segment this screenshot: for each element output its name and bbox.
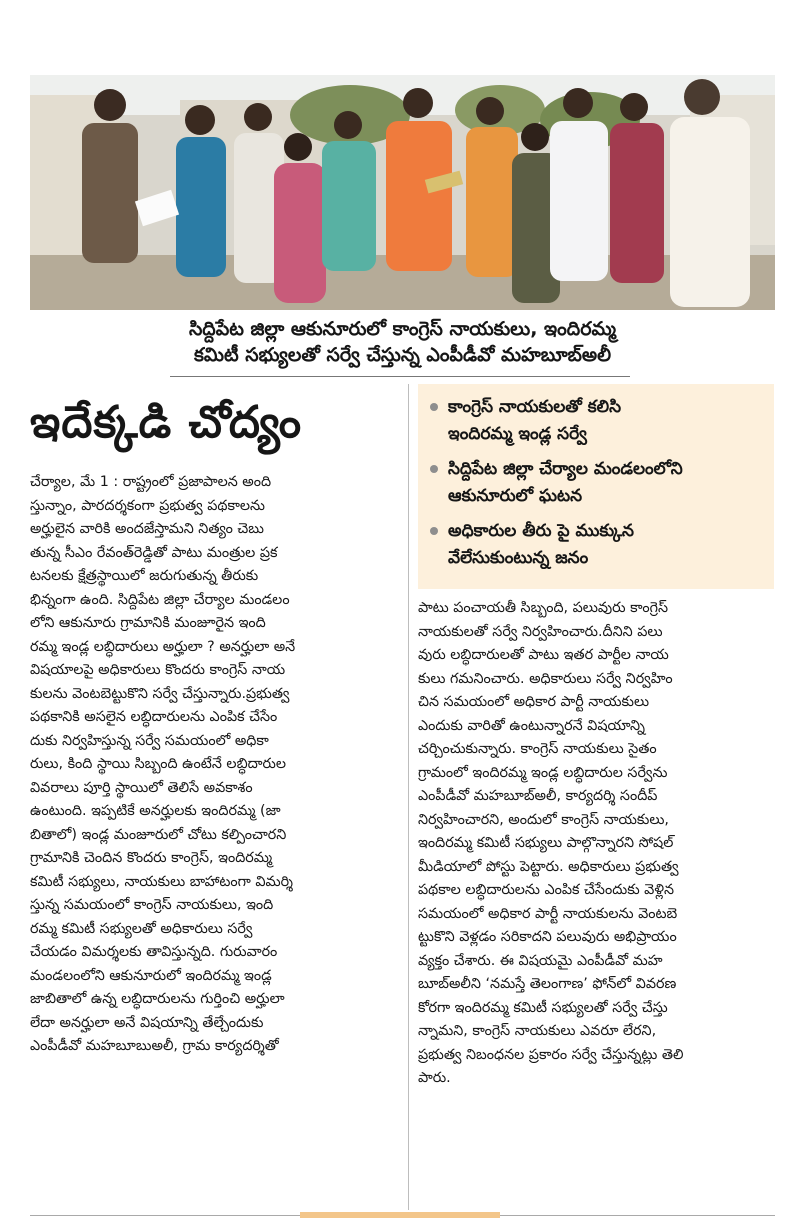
caption-line: సిద్దిపేట జిల్లా ఆకునూరులో కాంగ్రెస్ నాయకులు, ఇందిరమ్మ xyxy=(188,318,617,340)
body-line: చేయడం విమర్శలకు తావిస్తున్నది. గురువారం xyxy=(30,944,278,960)
highlight-line: సిద్దిపేట జిల్లా చేర్యాల మండలంలోని xyxy=(448,459,683,479)
body-line: విషయాలపై అధికారులు కొందరు కాంగ్రెస్ నాయ xyxy=(30,662,286,678)
body-line: ఎందుకు వారితో ఉంటున్నారనే విషయాన్ని xyxy=(418,717,645,734)
caption-line: కమిటీ సభ్యులతో సర్వే చేస్తున్న ఎంపీడీవో మహబూబ్‌అలీ xyxy=(193,344,612,366)
body-line: ఇందిరమ్మ కమిటీ సభ్యులు పాల్గొన్నారని సోషల్ xyxy=(418,835,674,851)
article-body-right xyxy=(418,597,788,1091)
body-line: న్నామని, కాంగ్రెస్ నాయకులు ఎవరూ లేరని, xyxy=(418,1023,657,1039)
body-line: స్తున్నాం, పారదర్శకంగా ప్రభుత్వ పథకాలను xyxy=(30,497,265,514)
highlight-line: ఇందిరమ్మ ఇండ్ల సర్వే xyxy=(448,424,587,444)
bullet-icon xyxy=(430,403,438,411)
body-line: వ్యక్తం చేశారు. ఈ విషయమై ఎంపీడీవో మహ xyxy=(418,952,663,969)
body-line: కులను వెంటబెట్టుకొని సర్వే చేస్తున్నారు.ప్రభుత్వ xyxy=(30,685,290,702)
article-body-left xyxy=(30,471,400,1059)
body-line: నిర్వహించారని, అందులో కాంగ్రెస్ నాయకులు, xyxy=(418,811,669,828)
highlight-item xyxy=(428,394,764,448)
survey-group-photo xyxy=(30,75,775,310)
body-line: చర్చించుకున్నారు. కాంగ్రెస్ నాయకులు సైతం xyxy=(418,741,657,757)
body-line: నాయకులతో సర్వే నిర్వహించారు.దీనిని పలు xyxy=(418,623,663,640)
body-line: కులు గమనించారు. అధికారులు సర్వే నిర్వహిం xyxy=(418,670,673,687)
body-line: దుకు నిర్వహిస్తున్న సర్వే సమయంలో అధికా xyxy=(30,732,269,749)
news-photo xyxy=(30,75,775,310)
body-line: చేర్యాల, మే 1 : రాష్ట్రంలో ప్రజాపాలన అంది xyxy=(30,474,272,490)
highlight-line: వేలేసుకుంటున్న జనం xyxy=(448,548,589,568)
footer-accent xyxy=(300,1212,500,1218)
body-line: చిన సమయంలో అధికార పార్టీ నాయకులు xyxy=(418,694,650,710)
body-line: ఎంపీడీవో మహబూబ్‌అలీ, కార్యదర్శి సందీప్ xyxy=(418,788,658,804)
body-line: గ్రామానికి చెందిన కొందరు కాంగ్రెస్, ఇందిరమ్మ xyxy=(30,850,273,866)
body-line: రమ్మ కమిటీ సభ్యులతో అధికారులు సర్వే xyxy=(30,920,253,937)
column-divider xyxy=(408,384,409,1210)
body-line: వురు లబ్ధిదారులతో పాటు ఇతర పార్టీల నాయ xyxy=(418,647,669,663)
body-line: ట్టుకొని వెళ్లడం సరికాదని పలువురు అభిప్రాయం xyxy=(418,929,677,945)
body-line: లేదా అనర్హులా అనే విషయాన్ని తేల్చేందుకు xyxy=(30,1014,264,1031)
body-line: ప్రభుత్వ నిబంధనల ప్రకారం సర్వే చేస్తున్నట్లు తెలి xyxy=(418,1046,684,1063)
body-line: పాటు పంచాయతీ సిబ్బంది, పలువురు కాంగ్రెస్ xyxy=(418,600,668,616)
photo-caption xyxy=(30,316,775,368)
body-line: పారు. xyxy=(418,1070,451,1086)
caption-divider xyxy=(170,376,630,377)
bullet-icon xyxy=(430,465,438,473)
highlight-item xyxy=(428,456,764,510)
body-line: రులు, కింది స్థాయి సిబ్బంది ఉంటేనే లబ్ధిదారుల xyxy=(30,756,287,772)
body-line: మీడియాలో పోస్టు పెట్టారు. అధికారులు ప్రభుత్వ xyxy=(418,858,679,875)
body-line: పథకాల లబ్ధిదారులను ఎంపిక చేసేందుకు వెళ్లిన xyxy=(418,882,675,898)
body-line: పథకానికి అసలైన లబ్ధిదారులను ఎంపిక చేసేం xyxy=(30,709,278,725)
body-line: టనలకు క్షేత్రస్థాయిలో జరుగుతున్న తీరుకు xyxy=(30,568,259,584)
body-line: తున్న సీఎం రేవంత్‌రెడ్డితో పాటు మంత్రుల ప్రక xyxy=(30,544,278,561)
highlight-line: అధికారుల తీరు పై ముక్కున xyxy=(448,521,634,541)
body-line: వివరాలు పూర్తి స్థాయిలో తెలిసే అవకాశం xyxy=(30,779,253,796)
body-line: ఉంటుంది. ఇప్పటికే అనర్హులకు ఇందిరమ్మ (జా xyxy=(30,803,281,819)
body-line: సమయంలో అధికార పార్టీ నాయకులను వెంటబె xyxy=(418,905,678,922)
body-line: బూబ్‌అలీని ‘నమస్తే తెలంగాణ’ ఫోన్‌లో వివరణ xyxy=(418,976,677,992)
body-line: మండలంలోని ఆకునూరులో ఇందిరమ్మ ఇండ్ల xyxy=(30,967,272,984)
body-line: లోని ఆకునూరు గ్రామానికి మంజూరైన ఇంది xyxy=(30,615,266,631)
body-line: అర్హులైన వారికి అందజేస్తామని నిత్యం చెబు xyxy=(30,521,264,537)
highlight-item xyxy=(428,518,764,572)
highlight-line: ఆకునూరులో ఘటన xyxy=(448,486,583,506)
body-line: రమ్మ ఇండ్ల లబ్ధిదారులు అర్హులా ? అనర్హులా అనే xyxy=(30,638,296,655)
bullet-icon xyxy=(430,527,438,535)
body-line: భిన్నంగా ఉంది. సిద్దిపేట జిల్లా చేర్యాల మండలం xyxy=(30,591,290,608)
body-line: కమిటీ సభ్యులు, నాయకులు బాహాటంగా విమర్శి xyxy=(30,873,293,890)
headline: ఇదేక్కడి చోద్యం xyxy=(30,397,303,448)
body-line: జాబితాలో ఉన్న లబ్ధిదారులను గుర్తించి అర్హులా xyxy=(30,991,285,1007)
body-line: స్తున్న సమయంలో కాంగ్రెస్ నాయకులు, ఇంది xyxy=(30,897,274,913)
body-line: బితాలో) ఇండ్ల మంజూరులో చోటు కల్పించారని xyxy=(30,826,287,843)
body-line: గ్రామంలో ఇందిరమ్మ ఇండ్ల లబ్ధిదారుల సర్వేను xyxy=(418,764,668,781)
body-line: కోరగా ఇందిరమ్మ కమిటీ సభ్యులతో సర్వే చేస్తు xyxy=(418,999,668,1016)
highlights-box xyxy=(418,384,774,589)
body-line: ఎంపీడీవో మహబూబుఅలీ, గ్రామ కార్యదర్శితో xyxy=(30,1038,279,1054)
highlight-line: కాంగ్రెస్ నాయకులతో కలిసి xyxy=(448,397,622,417)
